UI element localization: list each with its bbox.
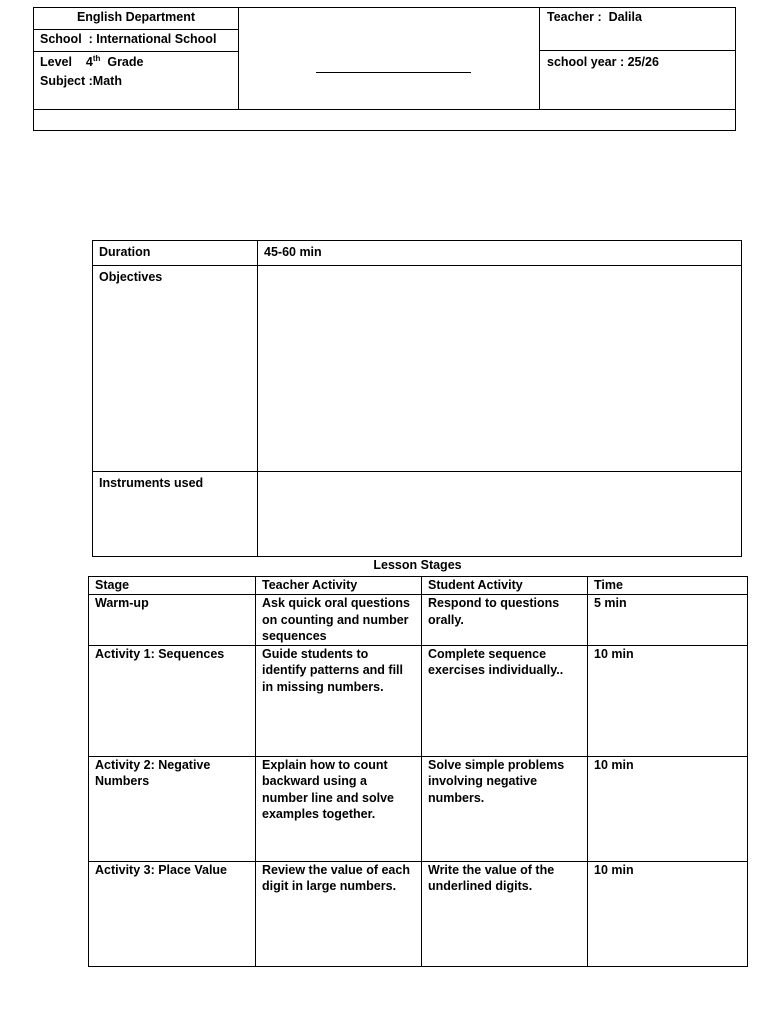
duration-label: Duration	[93, 241, 258, 266]
stage-cell: Activity 3: Place Value	[89, 861, 256, 966]
teacher-activity-cell: Guide students to identify patterns and fill in missing numbers.	[256, 645, 422, 756]
lesson-stages-table	[88, 576, 748, 967]
lesson-stages-title: Lesson Stages	[373, 558, 462, 572]
header-bottom-row	[33, 109, 736, 131]
school-value: International School	[96, 32, 217, 46]
level-number: 4	[85, 55, 93, 69]
teacher-activity-cell: Explain how to count backward using a number line and solve examples together.	[256, 756, 422, 861]
table-row	[89, 645, 748, 756]
divider	[539, 7, 540, 110]
instruments-row	[93, 472, 742, 557]
column-header: Teacher Activity	[256, 577, 422, 595]
duration-row	[93, 241, 742, 266]
divider	[33, 29, 239, 30]
school-line: School : International School	[40, 32, 217, 46]
year-value: 25/26	[627, 55, 659, 69]
teacher-value: Dalila	[608, 10, 642, 24]
divider	[33, 51, 239, 52]
table-header-row	[89, 577, 748, 595]
table-row	[89, 861, 748, 966]
department-label: English Department	[76, 10, 196, 24]
year-line	[547, 54, 659, 71]
subject-value: Math	[92, 74, 122, 88]
subject-label: Subject	[40, 74, 86, 88]
level-label: Level	[40, 55, 72, 69]
time-cell: 10 min	[588, 645, 748, 756]
duration-value: 45-60 min	[258, 241, 742, 266]
table-row	[89, 595, 748, 646]
student-activity-cell: Write the value of the underlined digits.	[422, 861, 588, 966]
column-header: Time	[588, 577, 748, 595]
time-cell: 5 min	[588, 595, 748, 646]
school-label: School	[40, 32, 82, 46]
info-table	[92, 240, 742, 557]
teacher-label: Teacher :	[547, 10, 602, 24]
level-line	[40, 54, 143, 71]
student-activity-cell: Respond to questions orally.	[422, 595, 588, 646]
objectives-value[interactable]	[258, 266, 742, 472]
student-activity-cell: Solve simple problems involving negative numbers.	[422, 756, 588, 861]
objectives-row	[93, 266, 742, 472]
divider	[539, 50, 736, 51]
title-blank-line	[316, 72, 471, 73]
level-suffix: th	[92, 53, 101, 63]
column-header: Stage	[89, 577, 256, 595]
time-cell: 10 min	[588, 756, 748, 861]
subject-line: Subject :Math	[40, 74, 122, 88]
objectives-label: Objectives	[93, 266, 258, 472]
teacher-activity-cell: Ask quick oral questions on counting and number sequences	[256, 595, 422, 646]
teacher-activity-cell: Review the value of each digit in large numbers.	[256, 861, 422, 966]
teacher-line	[547, 9, 642, 26]
instruments-label: Instruments used	[93, 472, 258, 557]
year-label: school year :	[547, 55, 625, 69]
stage-cell: Activity 1: Sequences	[89, 645, 256, 756]
stage-cell: Warm-up	[89, 595, 256, 646]
time-cell: 10 min	[588, 861, 748, 966]
student-activity-cell: Complete sequence exercises individually..	[422, 645, 588, 756]
level-grade: Grade	[107, 55, 144, 69]
column-header: Student Activity	[422, 577, 588, 595]
table-row	[89, 756, 748, 861]
stage-cell: Activity 2: Negative Numbers	[89, 756, 256, 861]
instruments-value[interactable]	[258, 472, 742, 557]
